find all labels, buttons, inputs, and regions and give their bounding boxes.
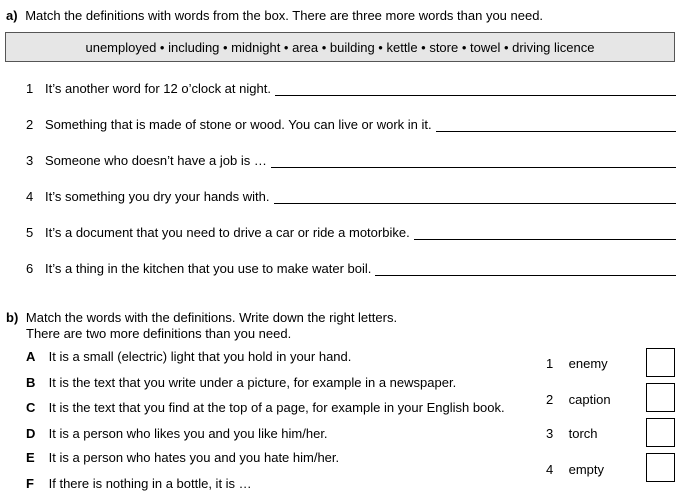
question-number: 2 (26, 117, 34, 132)
question-5 (26, 225, 676, 240)
definition-c (26, 400, 505, 415)
definition-text: It is the text that you find at the top of a page, for example in your English book. (48, 400, 505, 415)
definition-d (26, 426, 328, 441)
question-6 (26, 261, 676, 276)
section-a-instruction: Match the definitions with words from the box. There are three more words than you need. (25, 8, 544, 23)
question-number: 3 (26, 153, 34, 168)
section-a-heading (6, 8, 543, 23)
word-box-text: unemployed • including • midnight • area • building • kettle • store • towel • driving licence (85, 39, 595, 55)
definition-text: It is a person who hates you and you hate him/her. (48, 450, 340, 465)
question-2 (26, 117, 676, 132)
word-text: empty (568, 462, 605, 477)
answer-box-3[interactable] (646, 418, 675, 447)
definition-letter: D (26, 426, 36, 441)
question-text: It’s a document that you need to drive a car or ride a motorbike. (45, 225, 410, 240)
answer-line-3[interactable] (271, 155, 676, 168)
definition-f (26, 476, 252, 491)
question-text: Someone who doesn’t have a job is … (45, 153, 267, 168)
word-number: 3 (546, 426, 554, 441)
question-number: 5 (26, 225, 34, 240)
definition-letter: E (26, 450, 35, 465)
definition-text: It is the text that you write under a picture, for example in a newspaper. (48, 375, 457, 390)
answer-line-5[interactable] (414, 227, 676, 240)
definition-text: It is a person who likes you and you like him/her. (48, 426, 328, 441)
answer-line-6[interactable] (375, 263, 676, 276)
definition-text: It is a small (electric) light that you hold in your hand. (48, 349, 352, 364)
section-b-heading (6, 310, 397, 325)
word-4 (546, 462, 604, 477)
question-text: It’s a thing in the kitchen that you use to make water boil. (45, 261, 372, 276)
question-number: 6 (26, 261, 34, 276)
word-box (5, 32, 675, 62)
word-text: caption (568, 392, 611, 407)
definition-text: If there is nothing in a bottle, it is … (48, 476, 252, 491)
answer-box-4[interactable] (646, 453, 675, 482)
word-text: torch (568, 426, 598, 441)
word-3 (546, 426, 598, 441)
definition-b (26, 375, 456, 390)
word-1 (546, 356, 608, 371)
definition-letter: C (26, 400, 36, 415)
section-b-instruction-2: There are two more definitions than you need. (26, 326, 292, 341)
section-b-instruction-1: Match the words with the definitions. Write down the right letters. (25, 310, 398, 325)
section-b-letter: b) (6, 310, 19, 325)
question-text: It’s another word for 12 o’clock at night. (45, 81, 271, 96)
question-text: Something that is made of stone or wood. You can live or work in it. (45, 117, 432, 132)
word-number: 4 (546, 462, 554, 477)
definition-letter: B (26, 375, 36, 390)
question-3 (26, 153, 676, 168)
word-2 (546, 392, 611, 407)
answer-line-1[interactable] (275, 83, 676, 96)
question-text: It’s something you dry your hands with. (45, 189, 270, 204)
question-number: 1 (26, 81, 34, 96)
word-number: 1 (546, 356, 554, 371)
definition-letter: F (26, 476, 34, 491)
question-number: 4 (26, 189, 34, 204)
definition-e (26, 450, 339, 465)
word-number: 2 (546, 392, 554, 407)
question-1 (26, 81, 676, 96)
definition-letter: A (26, 349, 36, 364)
answer-line-4[interactable] (274, 191, 677, 204)
definition-a (26, 349, 351, 364)
answer-box-1[interactable] (646, 348, 675, 377)
answer-box-2[interactable] (646, 383, 675, 412)
word-text: enemy (568, 356, 608, 371)
answer-line-2[interactable] (436, 119, 676, 132)
section-a-letter: a) (6, 8, 18, 23)
question-4 (26, 189, 676, 204)
